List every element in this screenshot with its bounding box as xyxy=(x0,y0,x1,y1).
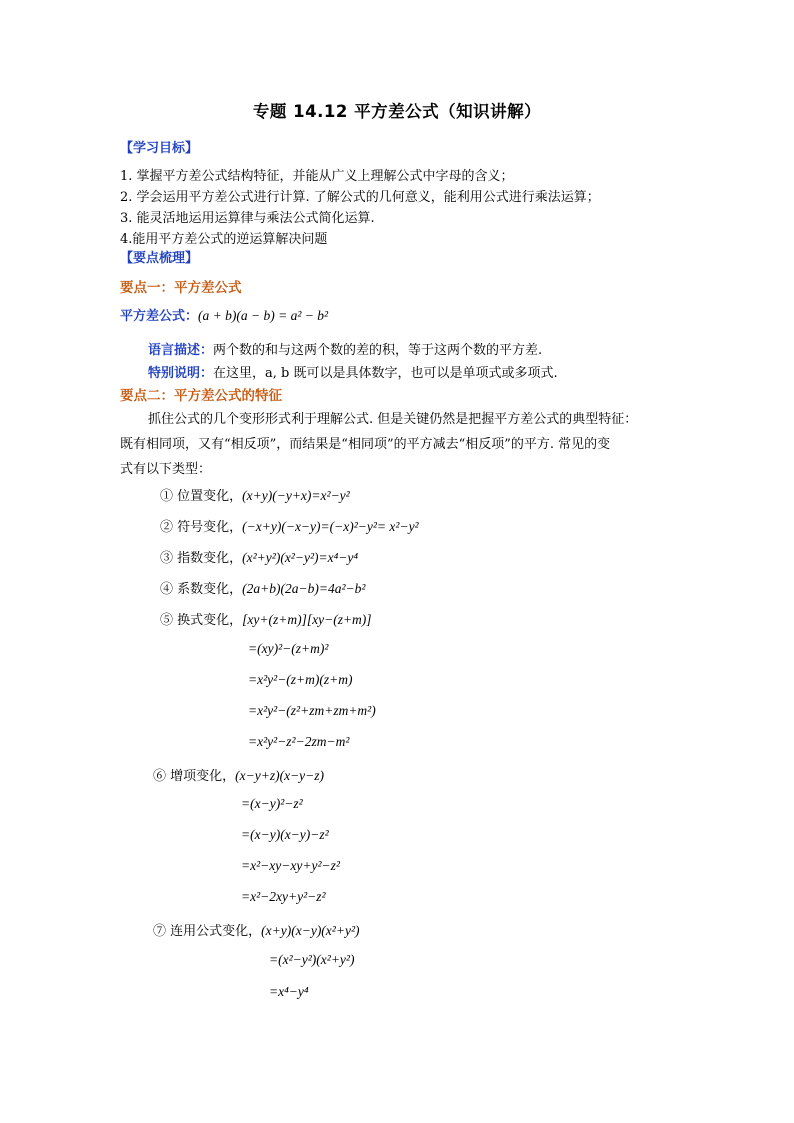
item5-step-2: =x²y²−(z+m)(z+m) xyxy=(248,672,353,687)
item7-step-2: =x⁴−y⁴ xyxy=(269,984,309,999)
variation-label: ④ 系数变化， xyxy=(160,582,243,597)
goal-item-3: 3. 能灵活地运用运算律与乘法公式简化运算. xyxy=(120,211,375,226)
para-line-1: 抓住公式的几个变形形式利于理解公式. 但是关键仍然是把握平方差公式的典型特征： xyxy=(148,412,638,427)
variation-expr: (x+y)(x−y)(x²+y²) xyxy=(261,923,360,938)
para-line-3: 式有以下类型： xyxy=(120,462,212,477)
note-row xyxy=(148,362,558,381)
description-label: 语言描述： xyxy=(148,343,214,358)
key-points-heading: 【要点梳理】 xyxy=(120,251,199,266)
variation-expr: (x+y)(−y+x)=x²−y² xyxy=(242,488,350,503)
goal-item-2: 2. 学会运用平方差公式进行计算. 了解公式的几何意义，能利用公式进行乘法运算； xyxy=(120,190,600,205)
item5-step-3: =x²y²−(z²+zm+zm+m²) xyxy=(248,703,376,718)
item6-step-3: =x²−xy−xy+y²−z² xyxy=(241,858,340,873)
point1-heading: 要点一：平方差公式 xyxy=(120,280,242,296)
note-text: 在这里，a, b 既可以是具体数字，也可以是单项式或多项式. xyxy=(213,366,558,381)
learning-goals-heading: 【学习目标】 xyxy=(120,141,199,156)
formula: (a + b)(a − b) = a² − b² xyxy=(198,308,329,323)
variation-label: ③ 指数变化， xyxy=(160,551,243,566)
item5-step-4: =x²y²−z²−2zm−m² xyxy=(248,734,350,749)
variation-item-6 xyxy=(153,765,324,784)
variation-label: ⑦ 连用公式变化， xyxy=(153,924,262,939)
variation-label: ② 符号变化， xyxy=(160,520,243,535)
goal-item-4: 4.能用平方差公式的逆运算解决问题 xyxy=(120,232,328,247)
variation-item-7 xyxy=(153,920,360,939)
point2-heading: 要点二：平方差公式的特征 xyxy=(120,388,282,404)
variation-item-2 xyxy=(160,516,419,535)
variation-label: ① 位置变化， xyxy=(160,489,243,504)
item6-step-4: =x²−2xy+y²−z² xyxy=(241,889,326,904)
variation-label: ⑥ 增项变化， xyxy=(153,769,236,784)
item6-step-2: =(x−y)(x−y)−z² xyxy=(241,827,329,842)
variation-expr: (x²+y²)(x²−y²)=x⁴−y⁴ xyxy=(242,550,359,565)
variation-item-5 xyxy=(160,609,372,628)
variation-expr: (−x+y)(−x−y)=(−x)²−y²= x²−y² xyxy=(242,519,419,534)
item6-step-1: =(x−y)²−z² xyxy=(241,796,303,811)
variation-item-4 xyxy=(160,578,365,597)
para-line-2: 既有相同项，又有“相反项”，而结果是“相同项”的平方减去“相反项”的平方. 常见的变 xyxy=(120,437,611,452)
variation-item-1 xyxy=(160,485,350,504)
page-title: 专题 14.12 平方差公式（知识讲解） xyxy=(252,102,542,121)
variation-expr: (2a+b)(2a−b)=4a²−b² xyxy=(242,581,366,596)
formula-row xyxy=(120,305,328,324)
item5-step-1: =(xy)²−(z+m)² xyxy=(248,641,329,656)
variation-expr: [xy+(z+m)][xy−(z+m)] xyxy=(242,612,372,627)
description-text: 两个数的和与这两个数的差的积，等于这两个数的平方差. xyxy=(213,343,543,358)
item7-step-1: =(x²−y²)(x²+y²) xyxy=(269,952,355,967)
variation-label: ⑤ 换式变化， xyxy=(160,613,243,628)
goal-item-1: 1. 掌握平方差公式结构特征，并能从广义上理解公式中字母的含义； xyxy=(120,169,514,184)
note-label: 特别说明： xyxy=(148,366,214,381)
variation-expr: (x−y+z)(x−y−z) xyxy=(235,768,325,783)
description-row xyxy=(148,339,542,358)
formula-label: 平方差公式： xyxy=(120,309,199,324)
variation-item-3 xyxy=(160,547,358,566)
